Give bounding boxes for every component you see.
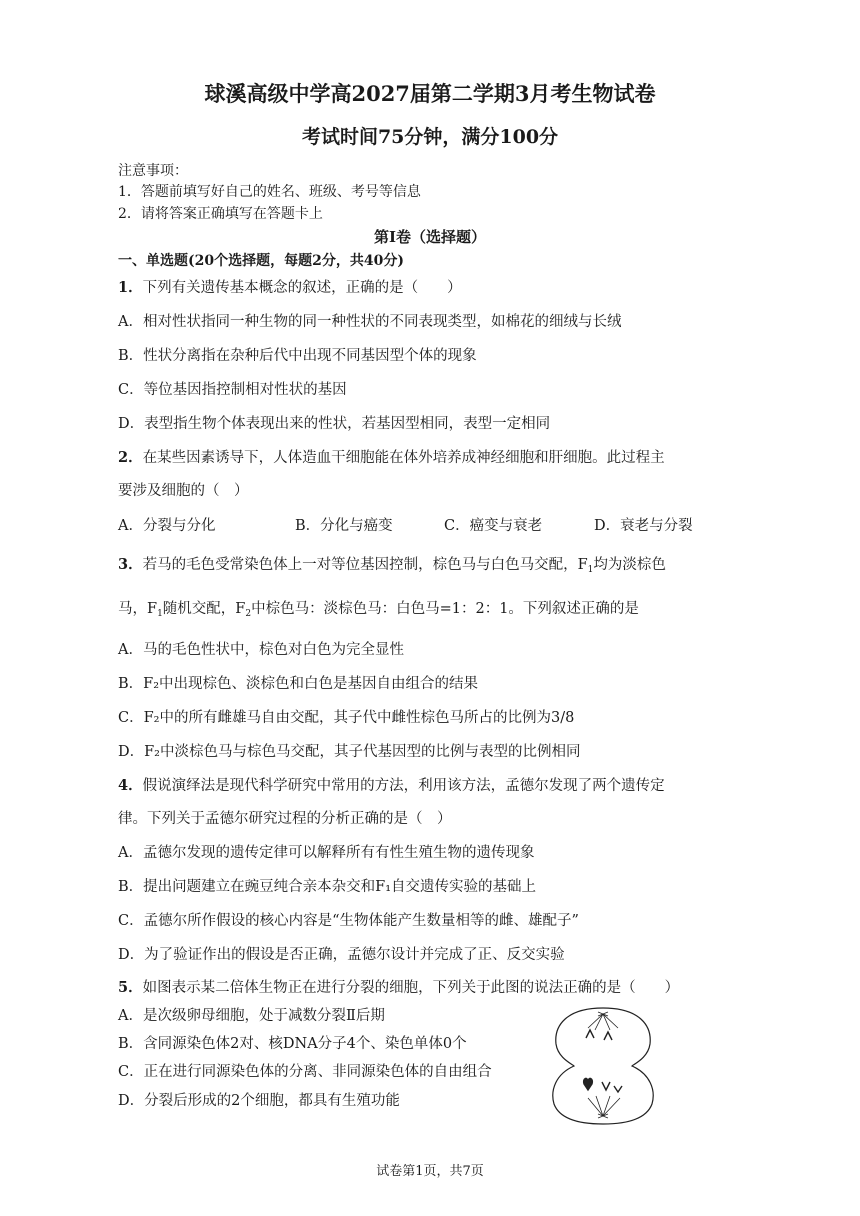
question-2-stem-cont: 要涉及细胞的（ ） bbox=[118, 483, 249, 499]
exam-title: 球溪高级中学高2027届第二学期3月考生物试卷 bbox=[204, 81, 656, 106]
question-3-stem-cont: 马，$F_1$随机交配，$F_2$中棕色马：淡棕色马：白色马=1：2：1。下列叙述正确的是 bbox=[118, 601, 639, 619]
question-1-option-b: B．性状分离指在杂种后代中出现不同基因型个体的现象 bbox=[118, 348, 477, 364]
page-footer: 试卷第1页，共7页 bbox=[376, 1164, 484, 1179]
question-1-option-c: C．等位基因指控制相对性状的基因 bbox=[118, 382, 347, 398]
exam-subtitle: 考试时间75分钟，满分100分 bbox=[301, 126, 559, 148]
spindle-bottom bbox=[588, 1096, 620, 1118]
question-1-option-a: A．相对性状指同一种生物的同一种性状的不同表现类型，如棉花的细绒与长绒 bbox=[118, 314, 622, 330]
chromosomes-bottom bbox=[584, 1078, 622, 1092]
question-2-option-d: D．衰老与分裂 bbox=[594, 518, 693, 534]
question-3-option-d: D．F₂中淡棕色马与棕色马交配，其子代基因型的比例与表型的比例相同 bbox=[118, 744, 581, 760]
question-2-option-a: A．分裂与分化 bbox=[118, 518, 216, 534]
note-item: 1．答题前填写好自己的姓名、班级、考号等信息 bbox=[118, 184, 421, 200]
question-2-option-b: B．分化与癌变 bbox=[295, 518, 393, 534]
question-4-option-c: C．孟德尔所作假设的核心内容是“生物体能产生数量相等的雌、雄配子” bbox=[118, 913, 579, 929]
question-5-option-b: B．含同源染色体2对、核DNA分子4个、染色单体0个 bbox=[118, 1036, 467, 1052]
cell-division-diagram bbox=[548, 1004, 658, 1126]
question-3-option-a: A．马的毛色性状中，棕色对白色为完全显性 bbox=[118, 642, 404, 658]
question-4-option-d: D．为了验证作出的假设是否正确，孟德尔设计并完成了正、反交实验 bbox=[118, 947, 565, 963]
question-1-stem: 1．下列有关遗传基本概念的叙述，正确的是（ ） bbox=[118, 279, 462, 296]
question-number: 2． bbox=[118, 449, 143, 466]
question-number: 4． bbox=[118, 777, 143, 794]
chromosomes-top bbox=[586, 1030, 612, 1040]
note-item: 2．请将答案正确填写在答题卡上 bbox=[118, 206, 323, 222]
question-number: 5． bbox=[118, 979, 143, 996]
question-5-option-a: A．是次级卵母细胞，处于减数分裂Ⅱ后期 bbox=[118, 1008, 385, 1024]
question-2-stem: 2．在某些因素诱导下，人体造血干细胞能在体外培养成神经细胞和肝细胞。此过程主 bbox=[118, 449, 665, 466]
question-number: 1． bbox=[118, 279, 143, 296]
part-title: 一、单选题(20个选择题，每题2分，共40分) bbox=[118, 253, 404, 269]
question-1-option-d: D．表型指生物个体表现出来的性状，若基因型相同，表型一定相同 bbox=[118, 416, 551, 432]
question-4-stem: 4．假说演绎法是现代科学研究中常用的方法，利用该方法，孟德尔发现了两个遗传定 bbox=[118, 777, 665, 794]
question-2-option-c: C．癌变与衰老 bbox=[444, 518, 543, 534]
cell-membrane bbox=[553, 1008, 653, 1124]
question-5-option-c: C．正在进行同源染色体的分离、非同源染色体的自由组合 bbox=[118, 1064, 492, 1080]
question-4-option-b: B．提出问题建立在豌豆纯合亲本杂交和F₁自交遗传实验的基础上 bbox=[118, 879, 537, 895]
question-3-option-c: C．F₂中的所有雌雄马自由交配，其子代中雌性棕色马所占的比例为3/8 bbox=[118, 710, 575, 726]
spindle-top bbox=[588, 1012, 618, 1030]
volume-title: 第Ⅰ卷（选择题） bbox=[373, 228, 487, 246]
question-4-stem-cont: 律。下列关于孟德尔研究过程的分析正确的是（ ） bbox=[118, 811, 452, 827]
question-4-option-a: A．孟德尔发现的遗传定律可以解释所有有性生殖生物的遗传现象 bbox=[118, 845, 535, 861]
question-3-stem: 3．若马的毛色受常染色体上一对等位基因控制，棕色马与白色马交配，$F_1$均为淡棕色 bbox=[118, 556, 666, 575]
question-3-option-b: B．F₂中出现棕色、淡棕色和白色是基因自由组合的结果 bbox=[118, 676, 479, 692]
question-5-option-d: D．分裂后形成的2个细胞，都具有生殖功能 bbox=[118, 1093, 400, 1109]
notes-heading: 注意事项： bbox=[118, 163, 188, 179]
question-5-stem: 5．如图表示某二倍体生物正在进行分裂的细胞，下列关于此图的说法正确的是（ ） bbox=[118, 979, 680, 996]
question-number: 3． bbox=[118, 556, 143, 573]
